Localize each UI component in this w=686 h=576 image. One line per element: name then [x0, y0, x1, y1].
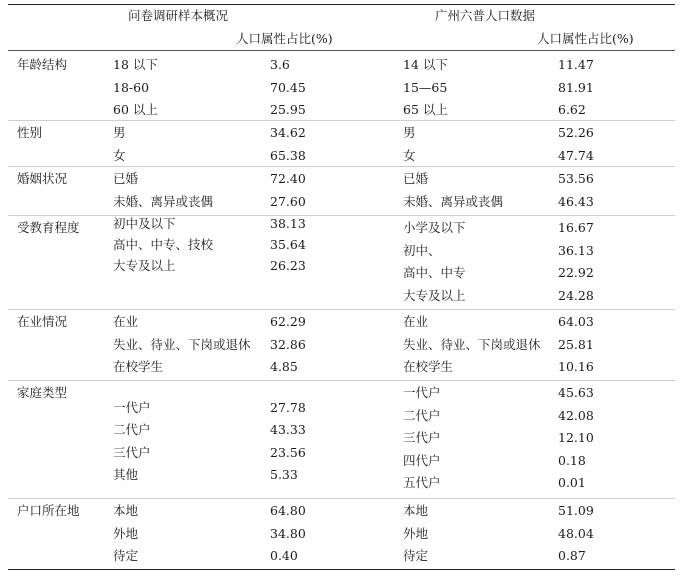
- sample-row-value: 70.45: [270, 79, 306, 95]
- census-row-value: 36.13: [558, 242, 594, 258]
- census-row-value: 12.10: [558, 430, 594, 445]
- group-separator: [8, 498, 675, 499]
- census-row-label: 外地: [403, 525, 429, 541]
- sample-row-label: 在业: [113, 314, 139, 329]
- category-label: 年龄结构: [17, 57, 68, 72]
- census-row-label: 四代户: [403, 452, 441, 468]
- census-row-label: 在业: [403, 314, 429, 329]
- census-row-label: 本地: [403, 503, 429, 518]
- census-row-label: 在校学生: [403, 359, 454, 374]
- sample-row-value: 25.95: [270, 102, 306, 117]
- category-label: 婚姻状况: [17, 171, 68, 186]
- category-label: 受教育程度: [17, 220, 80, 235]
- census-row-label: 15—65: [403, 79, 448, 95]
- sample-row-label: 未婚、离异或丧偶: [113, 193, 214, 209]
- census-row-value: 46.43: [558, 193, 594, 209]
- census-row-value: 25.81: [558, 336, 594, 352]
- sample-row-label: 失业、待业、下岗或退休: [113, 336, 251, 352]
- left-column-label: 人口属性占比(%): [236, 31, 333, 46]
- sample-row-value: 72.40: [270, 171, 306, 186]
- sample-row-label: 男: [113, 125, 126, 140]
- census-row-value: 10.16: [558, 359, 594, 374]
- census-row-value: 42.08: [558, 407, 594, 423]
- sample-row-label: 二代户: [113, 422, 151, 438]
- category-label: 户口所在地: [17, 503, 80, 518]
- sample-row-label: 待定: [113, 548, 139, 563]
- census-row-label: 一代户: [403, 385, 441, 400]
- top-rule: [8, 4, 675, 5]
- sample-row-value: 23.56: [270, 444, 306, 460]
- sample-row-value: 27.78: [270, 399, 306, 415]
- header-rule: [8, 50, 675, 51]
- sample-row-value: 35.64: [270, 236, 306, 252]
- census-row-label: 待定: [403, 548, 429, 563]
- left-section-title: 问卷调研样本概况: [128, 8, 229, 23]
- census-row-label: 失业、待业、下岗或退休: [403, 336, 541, 352]
- census-row-label: 女: [403, 147, 416, 163]
- group-separator: [8, 309, 675, 310]
- right-column-label: 人口属性占比(%): [537, 31, 634, 46]
- census-row-label: 大专及以上: [403, 287, 466, 303]
- sample-row-label: 18 以下: [113, 57, 158, 72]
- category-label: 家庭类型: [17, 385, 68, 400]
- right-section-title: 广州六普人口数据: [435, 8, 536, 23]
- group-separator: [8, 215, 675, 216]
- census-row-value: 52.26: [558, 125, 594, 140]
- census-row-label: 小学及以下: [403, 220, 466, 235]
- census-row-label: 二代户: [403, 407, 441, 423]
- census-row-label: 五代户: [403, 475, 441, 490]
- census-row-value: 45.63: [558, 385, 594, 400]
- census-row-label: 初中、: [403, 242, 441, 258]
- sample-row-value: 4.85: [270, 359, 298, 374]
- census-row-value: 64.03: [558, 314, 594, 329]
- census-row-value: 53.56: [558, 171, 594, 186]
- census-row-value: 0.01: [558, 475, 586, 490]
- census-row-label: 男: [403, 125, 416, 140]
- sample-row-label: 在校学生: [113, 359, 164, 374]
- census-row-label: 已婚: [403, 171, 429, 186]
- sample-row-value: 43.33: [270, 422, 306, 438]
- sample-row-value: 38.13: [270, 215, 306, 231]
- census-row-value: 22.92: [558, 265, 594, 280]
- census-row-value: 81.91: [558, 79, 594, 95]
- group-separator: [8, 166, 675, 167]
- census-row-value: 51.09: [558, 503, 594, 518]
- sample-row-value: 62.29: [270, 314, 306, 329]
- census-row-value: 0.18: [558, 452, 586, 468]
- sample-row-value: 64.80: [270, 503, 306, 518]
- census-row-label: 未婚、离异或丧偶: [403, 193, 504, 209]
- sample-row-label: 女: [113, 147, 126, 163]
- sample-row-label: 初中及以下: [113, 215, 176, 231]
- sample-row-label: 本地: [113, 503, 139, 518]
- census-row-label: 65 以上: [403, 102, 448, 117]
- census-row-value: 24.28: [558, 287, 594, 303]
- sample-row-value: 26.23: [270, 257, 306, 273]
- group-separator: [8, 380, 675, 381]
- sample-row-value: 65.38: [270, 147, 306, 163]
- sample-row-value: 34.62: [270, 125, 306, 140]
- sample-row-label: 一代户: [113, 399, 151, 415]
- census-row-value: 47.74: [558, 147, 594, 163]
- census-row-label: 14 以下: [403, 57, 448, 72]
- census-row-label: 高中、中专: [403, 265, 466, 280]
- census-row-value: 48.04: [558, 525, 594, 541]
- sample-row-label: 高中、中专、技校: [113, 236, 214, 252]
- category-label: 在业情况: [17, 314, 68, 329]
- sample-row-value: 32.86: [270, 336, 306, 352]
- sample-row-value: 0.40: [270, 548, 298, 563]
- census-row-value: 16.67: [558, 220, 594, 235]
- sample-row-label: 外地: [113, 525, 139, 541]
- sample-row-label: 60 以上: [113, 102, 158, 117]
- category-label: 性别: [17, 125, 43, 140]
- sample-row-label: 其他: [113, 467, 139, 483]
- census-row-label: 三代户: [403, 430, 441, 445]
- census-row-value: 11.47: [558, 57, 594, 72]
- bottom-rule: [8, 569, 675, 570]
- census-row-value: 0.87: [558, 548, 586, 563]
- sample-row-label: 三代户: [113, 444, 151, 460]
- sample-row-label: 已婚: [113, 171, 139, 186]
- sample-row-value: 34.80: [270, 525, 306, 541]
- census-row-value: 6.62: [558, 102, 586, 117]
- sample-row-value: 5.33: [270, 467, 298, 483]
- sample-row-value: 27.60: [270, 193, 306, 209]
- sample-row-value: 3.6: [270, 57, 290, 72]
- sample-row-label: 18-60: [113, 79, 150, 95]
- group-separator: [8, 120, 675, 121]
- sample-row-label: 大专及以上: [113, 257, 176, 273]
